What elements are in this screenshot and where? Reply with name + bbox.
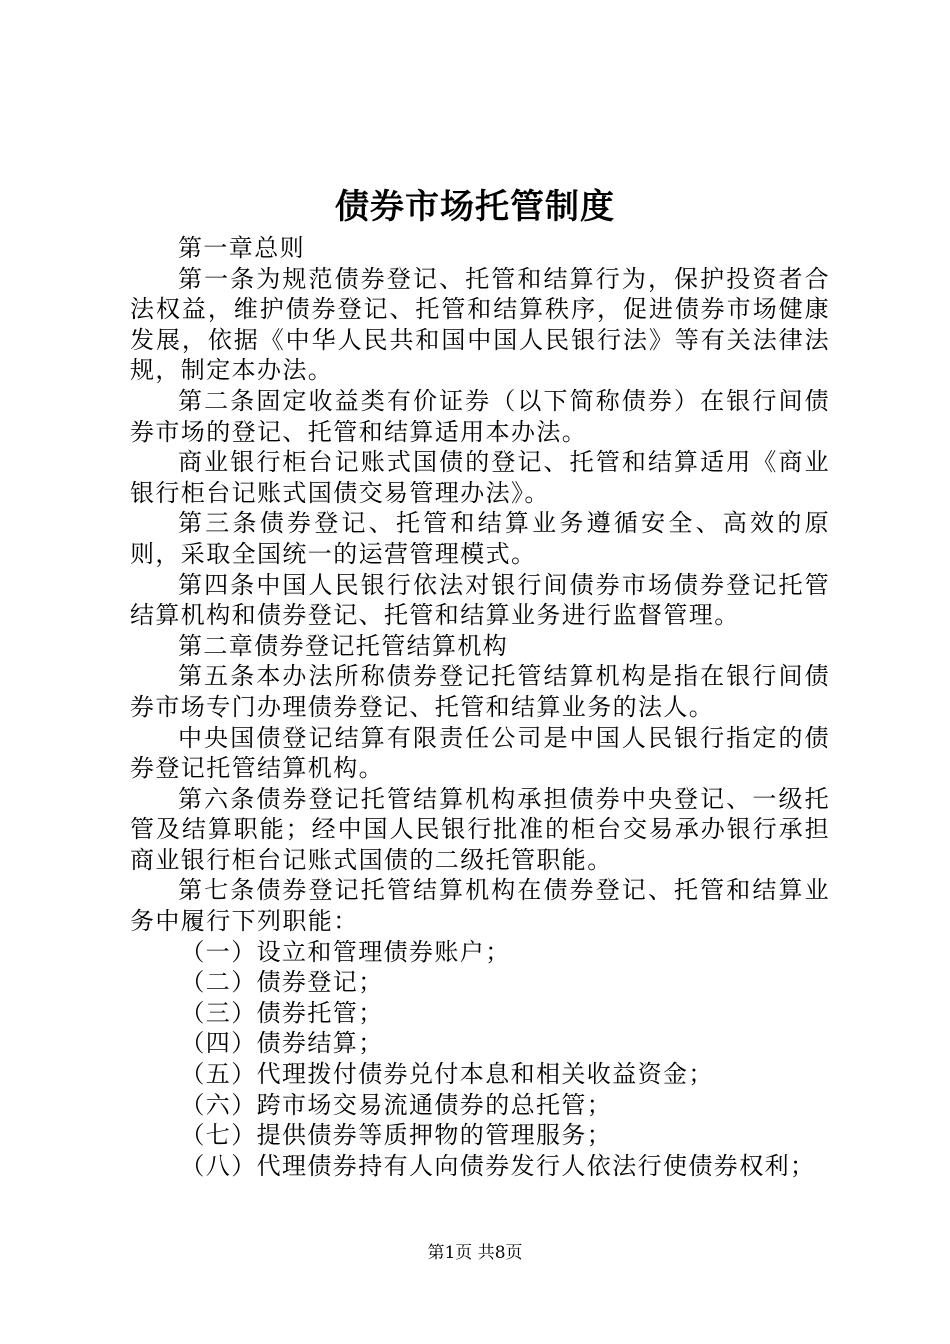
page-footer: 第1页 共8页 [427, 1243, 523, 1263]
list-item: （七）提供债券等质押物的管理服务； [180, 1121, 613, 1150]
paragraph: 中央国债登记结算有限责任公司是中国人民银行指定的债券登记托管结算机构。 [130, 723, 830, 783]
paragraph: 第一章总则 [178, 234, 305, 262]
list-item: （四）债券结算； [180, 1029, 384, 1058]
document-title: 债券市场托管制度 [335, 187, 615, 227]
document-body [130, 233, 830, 1181]
list-item: （八）代理债券持有人向债券发行人依法行使债券权利； [180, 1151, 816, 1180]
list-item: （五）代理拨付债券兑付本息和相关收益资金； [180, 1060, 714, 1089]
paragraph: 第七条债券登记托管结算机构在债券登记、托管和结算业务中履行下列职能： [130, 876, 830, 936]
paragraph: 第六条债券登记托管结算机构承担债券中央登记、一级托管及结算职能；经中国人民银行批准的柜台交易承办银行承担商业银行柜台记账式国债的二级托管职能。 [130, 784, 830, 874]
paragraph: 第二章债券登记托管结算机构 [178, 631, 509, 660]
paragraph: 第四条中国人民银行依法对银行间债券市场债券登记托管结算机构和债券登记、托管和结算业务进行监督管理。 [130, 570, 830, 630]
paragraph: 商业银行柜台记账式国债的登记、托管和结算适用《商业银行柜台记账式国债交易管理办法》。 [130, 448, 830, 507]
paragraph: 第五条本办法所称债券登记托管结算机构是指在银行间债券市场专门办理债券登记、托管和结算业务的法人。 [130, 662, 830, 721]
paragraph: 第二条固定收益类有价证券（以下简称债券）在银行间债券市场的登记、托管和结算适用本办法。 [130, 386, 830, 446]
paragraph: 第一条为规范债券登记、托管和结算行为，保护投资者合法权益，维护债券登记、托管和结算秩序，促进债券市场健康发展，依据《中华人民共和国中国人民银行法》等有关法律法规，制定本办法。 [130, 264, 830, 385]
list-item: （三）债券托管； [180, 998, 384, 1027]
paragraph: 第三条债券登记、托管和结算业务遵循安全、高效的原则，采取全国统一的运营管理模式。 [130, 509, 830, 568]
list-item: （六）跨市场交易流通债券的总托管； [180, 1090, 613, 1119]
list-item: （二）债券登记； [180, 968, 384, 997]
list-item: （一）设立和管理债券账户； [180, 937, 511, 966]
